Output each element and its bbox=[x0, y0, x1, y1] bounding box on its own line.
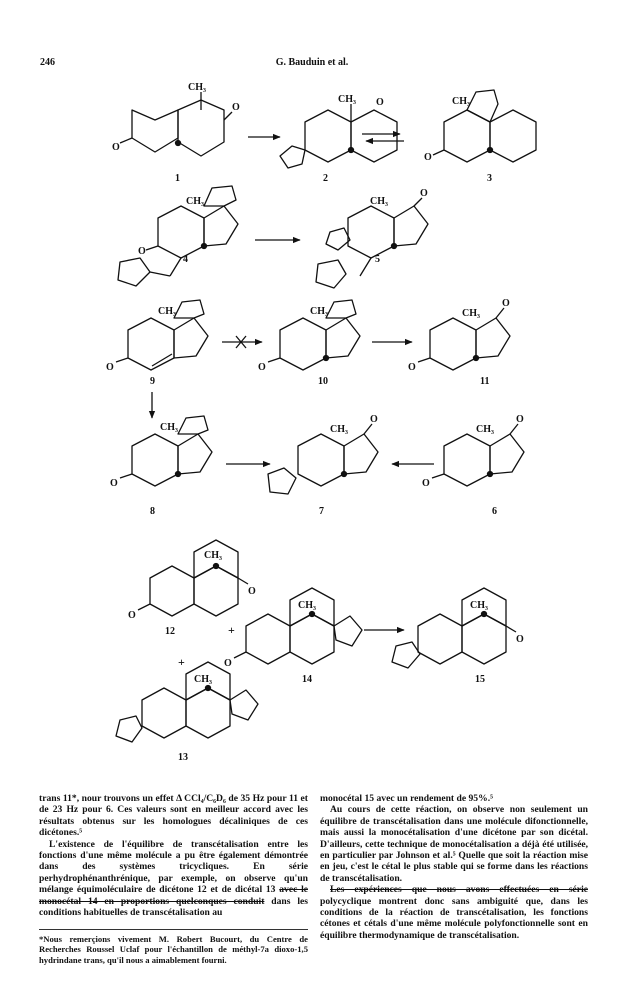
compound-label-7: 7 bbox=[319, 506, 324, 517]
left-column bbox=[39, 793, 308, 918]
structure-13 bbox=[116, 662, 258, 742]
svg-text:O: O bbox=[106, 362, 114, 373]
svg-text:O: O bbox=[408, 362, 416, 373]
svg-text:CH₃: CH₃ bbox=[462, 308, 480, 319]
svg-text:CH₃: CH₃ bbox=[310, 306, 328, 317]
structure-12 bbox=[128, 540, 256, 621]
svg-text:O: O bbox=[376, 97, 384, 108]
svg-text:CH₃: CH₃ bbox=[370, 196, 388, 207]
svg-text:O: O bbox=[248, 586, 256, 597]
svg-text:O: O bbox=[420, 188, 428, 199]
compound-label-2: 2 bbox=[323, 173, 328, 184]
right-column bbox=[320, 793, 588, 941]
svg-text:O: O bbox=[516, 414, 524, 425]
ch3-label: CH₃ bbox=[188, 82, 206, 93]
page-number: 246 bbox=[40, 57, 55, 68]
svg-text:CH₃: CH₃ bbox=[330, 424, 348, 435]
svg-text:O: O bbox=[258, 362, 266, 373]
compound-label-12: 12 bbox=[165, 626, 175, 637]
svg-text:O: O bbox=[370, 414, 378, 425]
running-title: G. Bauduin et al. bbox=[275, 57, 349, 68]
structure-7 bbox=[268, 414, 378, 494]
compound-label-11: 11 bbox=[480, 376, 490, 387]
structure-10 bbox=[258, 300, 360, 373]
compound-label-6: 6 bbox=[492, 506, 497, 517]
svg-text:O: O bbox=[224, 658, 232, 669]
structure-3 bbox=[424, 90, 536, 163]
blocked-arrow bbox=[222, 336, 262, 348]
structure-1 bbox=[112, 82, 240, 156]
structure-6 bbox=[422, 414, 524, 489]
footnote: *Nous remerçions vivement M. Robert Bucourt, du Centre de Recherches Roussel Uclaf pour l'échantillon de méthyl-7a dioxo-1,5 hydrindane trans, qu'il nous a aimablement fourni. bbox=[39, 934, 308, 965]
svg-text:O: O bbox=[516, 634, 524, 645]
paragraph: Les expériences que nous avons effectuées en série polycyclique montrent donc sans ambiguité que, dans les conditions de la réaction de transcétalisation, les fonctions cétones et cétals d'une même molécule polyfonctionnelle sont en équilibre thermodynamique de transcétalisation. bbox=[320, 884, 588, 941]
compound-label-13: 13 bbox=[178, 752, 188, 763]
svg-text:CH₃: CH₃ bbox=[204, 550, 222, 561]
svg-text:CH₃: CH₃ bbox=[186, 196, 204, 207]
svg-text:O: O bbox=[502, 298, 510, 309]
svg-text:CH₃: CH₃ bbox=[160, 422, 178, 433]
structure-2 bbox=[280, 94, 397, 168]
structure-4 bbox=[118, 186, 238, 286]
svg-text:CH₃: CH₃ bbox=[476, 424, 494, 435]
compound-label-14: 14 bbox=[302, 674, 312, 685]
compound-label-5: 5 bbox=[375, 254, 380, 265]
compound-label-15: 15 bbox=[475, 674, 485, 685]
svg-text:O: O bbox=[138, 246, 146, 257]
svg-text:CH₃: CH₃ bbox=[470, 600, 488, 611]
compound-label-10: 10 bbox=[318, 376, 328, 387]
svg-text:O: O bbox=[110, 478, 118, 489]
structure-9 bbox=[106, 300, 208, 373]
svg-text:O: O bbox=[128, 610, 136, 621]
compound-label-9: 9 bbox=[150, 376, 155, 387]
plus-sign: + bbox=[178, 655, 185, 669]
compound-label-1: 1 bbox=[175, 173, 180, 184]
svg-text:CH₃: CH₃ bbox=[298, 600, 316, 611]
structure-8 bbox=[110, 416, 212, 489]
paragraph: L'existence de l'équilibre de transcétalisation entre les fonctions d'une même molécule a pu être également démontrée dans des systèmes tricycliques. En série perhydrophénanthrénique, par exemple, on observe qu'un mélange équimoléculaire de dicétone 12 et de dicétal 13 avec le monocétal 14 en proportions quelconques conduit dans les conditions habituelles de transcétalisation au bbox=[39, 838, 308, 919]
svg-text:O: O bbox=[232, 102, 240, 113]
plus-sign: + bbox=[228, 623, 235, 637]
footnote-divider bbox=[39, 929, 308, 930]
paragraph: Au cours de cette réaction, on observe non seulement un équilibre de transcétalisation dans une molécule difonctionnelle, mais aussi la monocétalisation d'une dicétone par son dicétal. D'ailleurs, cette technique de monocétalisation a déjà été utilisée, en particulier par Johnson et al.⁵ Quelle que soit la réaction mise en jeu, c'est le cétal le plus stable qui se forme dans les réactions de transcétalisation. bbox=[320, 804, 588, 884]
paragraph: trans 11*, nour trouvons un effet Δ CCl₄/C₆D₆ de 35 Hz pour 11 et de 23 Hz pour 6. Ces valeurs sont en meilleur accord avec les résultats obtenus sur les homologues décaliniques de ces dicétones.⁵ bbox=[39, 793, 308, 839]
svg-text:CH₃: CH₃ bbox=[158, 306, 176, 317]
structure-11 bbox=[408, 298, 510, 373]
structure-5 bbox=[316, 188, 428, 288]
svg-text:CH₃: CH₃ bbox=[194, 674, 212, 685]
compound-label-8: 8 bbox=[150, 506, 155, 517]
paragraph: monocétal 15 avec un rendement de 95%.⁵ bbox=[320, 793, 493, 804]
svg-text:O: O bbox=[112, 142, 120, 153]
svg-text:CH₃: CH₃ bbox=[452, 96, 470, 107]
structure-15 bbox=[392, 588, 524, 668]
structure-14 bbox=[224, 588, 362, 669]
equilibrium-arrow bbox=[362, 134, 404, 141]
compound-label-3: 3 bbox=[487, 173, 492, 184]
svg-text:CH₃: CH₃ bbox=[338, 94, 356, 105]
svg-text:O: O bbox=[422, 478, 430, 489]
svg-text:O: O bbox=[424, 152, 432, 163]
compound-label-4: 4 bbox=[183, 254, 188, 265]
